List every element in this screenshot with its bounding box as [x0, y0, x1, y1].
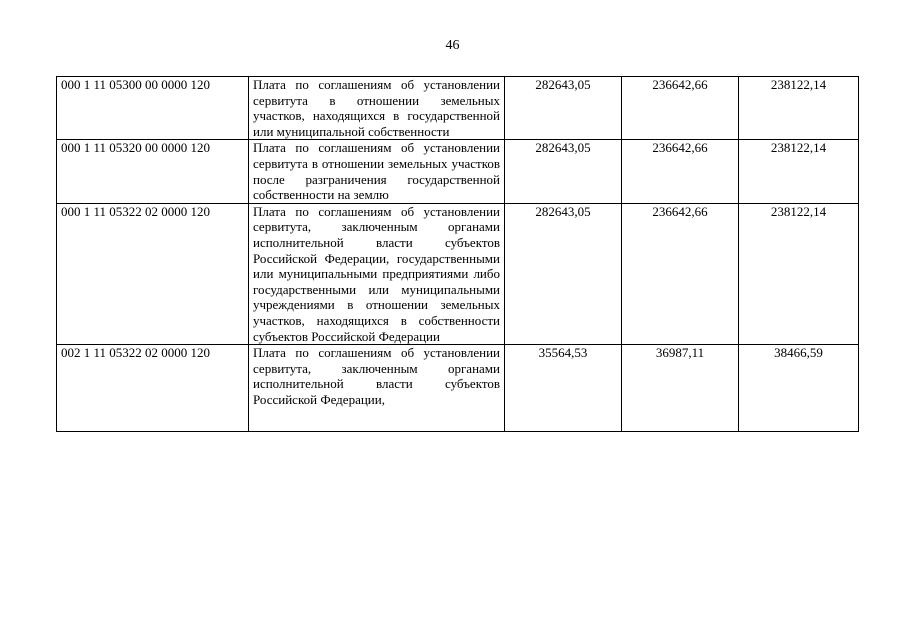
table-row [57, 77, 859, 140]
amount-cell-1: 35564,53 [505, 345, 622, 432]
budget-code-cell: 002 1 11 05322 02 0000 120 [57, 345, 249, 432]
description-cell [249, 345, 505, 432]
table-row [57, 203, 859, 344]
amount-cell-2: 236642,66 [622, 140, 739, 203]
amount-cell-3: 238122,14 [739, 77, 859, 140]
description-cell: Плата по соглашениям об установлении сервитута, заключенным органами исполнительной власти субъектов Российской Федерации, государственными или муниципальными предприятиями либо государственными или муниципальными учреждениями в отношении земельных участков, находящихся в собственности субъектов Российской Федерации [249, 203, 505, 344]
budget-code-cell: 000 1 11 05322 02 0000 120 [57, 203, 249, 344]
amount-cell-3: 238122,14 [739, 203, 859, 344]
description-cell: Плата по соглашениям об установлении сервитута в отношении земельных участков, находящихся в государственной или муниципальной собственности [249, 77, 505, 140]
amount-cell-2: 236642,66 [622, 203, 739, 344]
amount-cell-3: 38466,59 [739, 345, 859, 432]
amount-cell-1: 282643,05 [505, 203, 622, 344]
budget-code-cell: 000 1 11 05300 00 0000 120 [57, 77, 249, 140]
amount-cell-1: 282643,05 [505, 77, 622, 140]
budget-revenue-table [56, 76, 859, 432]
page-number: 46 [445, 38, 460, 53]
amount-cell-2: 36987,11 [622, 345, 739, 432]
amount-cell-1: 282643,05 [505, 140, 622, 203]
budget-code-cell: 000 1 11 05320 00 0000 120 [57, 140, 249, 203]
table-row [57, 140, 859, 203]
amount-cell-2: 236642,66 [622, 77, 739, 140]
description-text: Плата по соглашениям об установлении сервитута, заключенным органами исполнительной власти субъектов Российской Федерации, [253, 345, 500, 407]
description-cell: Плата по соглашениям об установлении сервитута в отношении земельных участков после разграничения государственной собственности на землю [249, 140, 505, 203]
amount-cell-3: 238122,14 [739, 140, 859, 203]
table-row [57, 345, 859, 432]
